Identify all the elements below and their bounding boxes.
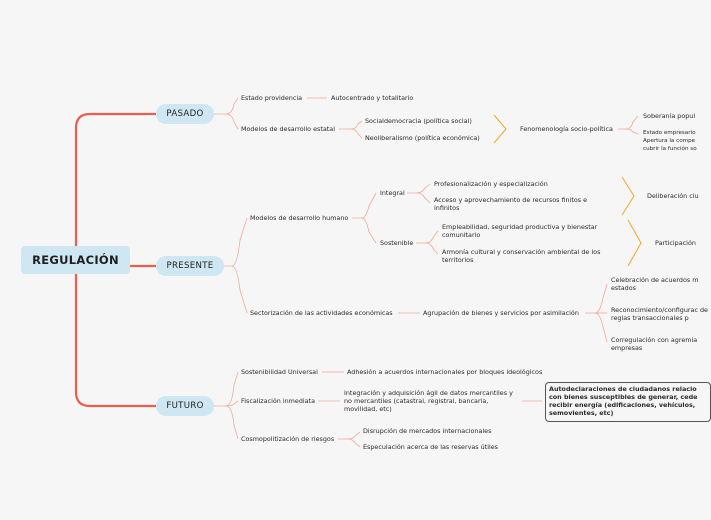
node-corregulacion[interactable]: Corregulación con agremia empresas [611, 336, 698, 353]
node-neoliberalismo[interactable]: Neoliberalismo (política económica) [365, 134, 480, 142]
node-sostenible[interactable]: Sostenible [380, 239, 414, 247]
node-adhesion[interactable]: Adhesión a acuerdos internacionales por bloques ideológicos [347, 368, 543, 376]
node-autocentrado[interactable]: Autocentrado y totalitario [331, 94, 414, 102]
node-reconocimiento[interactable]: Reconocimiento/configurac de reglas transaccionales p [611, 306, 708, 323]
root-node-regulacion[interactable]: REGULACIÓN [21, 246, 130, 274]
node-soberania[interactable]: Soberanía popul [643, 112, 696, 120]
node-socialdemocracia[interactable]: Socialdemocracia (política social) [365, 117, 472, 125]
node-armonia[interactable]: Armonía cultural y conservación ambiental de los territorios [442, 248, 601, 265]
node-acceso[interactable]: Acceso y aprovechamiento de recursos finitos e infinitos [434, 196, 588, 213]
node-fiscalizacion[interactable]: Fiscalización inmediata [241, 397, 316, 405]
node-celebracion[interactable]: Celebración de acuerdos m estados [611, 276, 699, 293]
node-estado-empresario[interactable]: Estado empresario [643, 130, 696, 136]
node-deliberacion[interactable]: Deliberación ciu [647, 192, 699, 200]
node-empleabilidad[interactable]: Empleabilidad, seguridad productiva y bienestar comunitario [442, 223, 598, 240]
node-autodeclaraciones[interactable]: Autodeclaraciones de ciudadanos relacio con bienes susceptibles de generar, cede recibir energía (edificaciones, vehículos, semovientes, etc) [545, 382, 711, 422]
node-profesionalizacion[interactable]: Profesionalización y especialización [434, 180, 548, 188]
node-modelos-estatal[interactable]: Modelos de desarrollo estatal [241, 125, 335, 133]
node-participacion[interactable]: Participación [655, 239, 696, 247]
node-sectorizacion[interactable]: Sectorización de las actividades económicas [250, 309, 393, 317]
node-disrupcion[interactable]: Disrupción de mercados internacionales [363, 427, 492, 435]
node-especulacion[interactable]: Especulación acerca de las reservas útiles [363, 443, 499, 451]
node-sostenibilidad[interactable]: Sostenibilidad Universal [241, 368, 318, 376]
node-cosmopolitizacion[interactable]: Cosmopolitización de riesgos [241, 435, 335, 443]
node-modelos-humano[interactable]: Modelos de desarrollo humano [250, 214, 349, 222]
node-fenomenologia[interactable]: Fenomenología socio-política [520, 125, 613, 133]
node-futuro[interactable]: FUTURO [156, 396, 214, 416]
node-presente[interactable]: PRESENTE [156, 256, 224, 276]
node-pasado[interactable]: PASADO [156, 104, 214, 124]
node-apertura[interactable]: Apertura la compe [643, 138, 696, 144]
node-agrupacion[interactable]: Agrupación de bienes y servicios por asimilación [423, 309, 579, 317]
node-integral[interactable]: Integral [380, 189, 405, 197]
summary-brackets [494, 115, 641, 266]
node-cubrir[interactable]: cubrir la función so [643, 146, 697, 152]
node-estado-providencia[interactable]: Estado providencia [241, 94, 303, 102]
node-integracion[interactable]: Integración y adquisición ágil de datos mercantiles y no mercantiles (catastral, registral, bancaria, movilidad, etc) [344, 389, 513, 414]
